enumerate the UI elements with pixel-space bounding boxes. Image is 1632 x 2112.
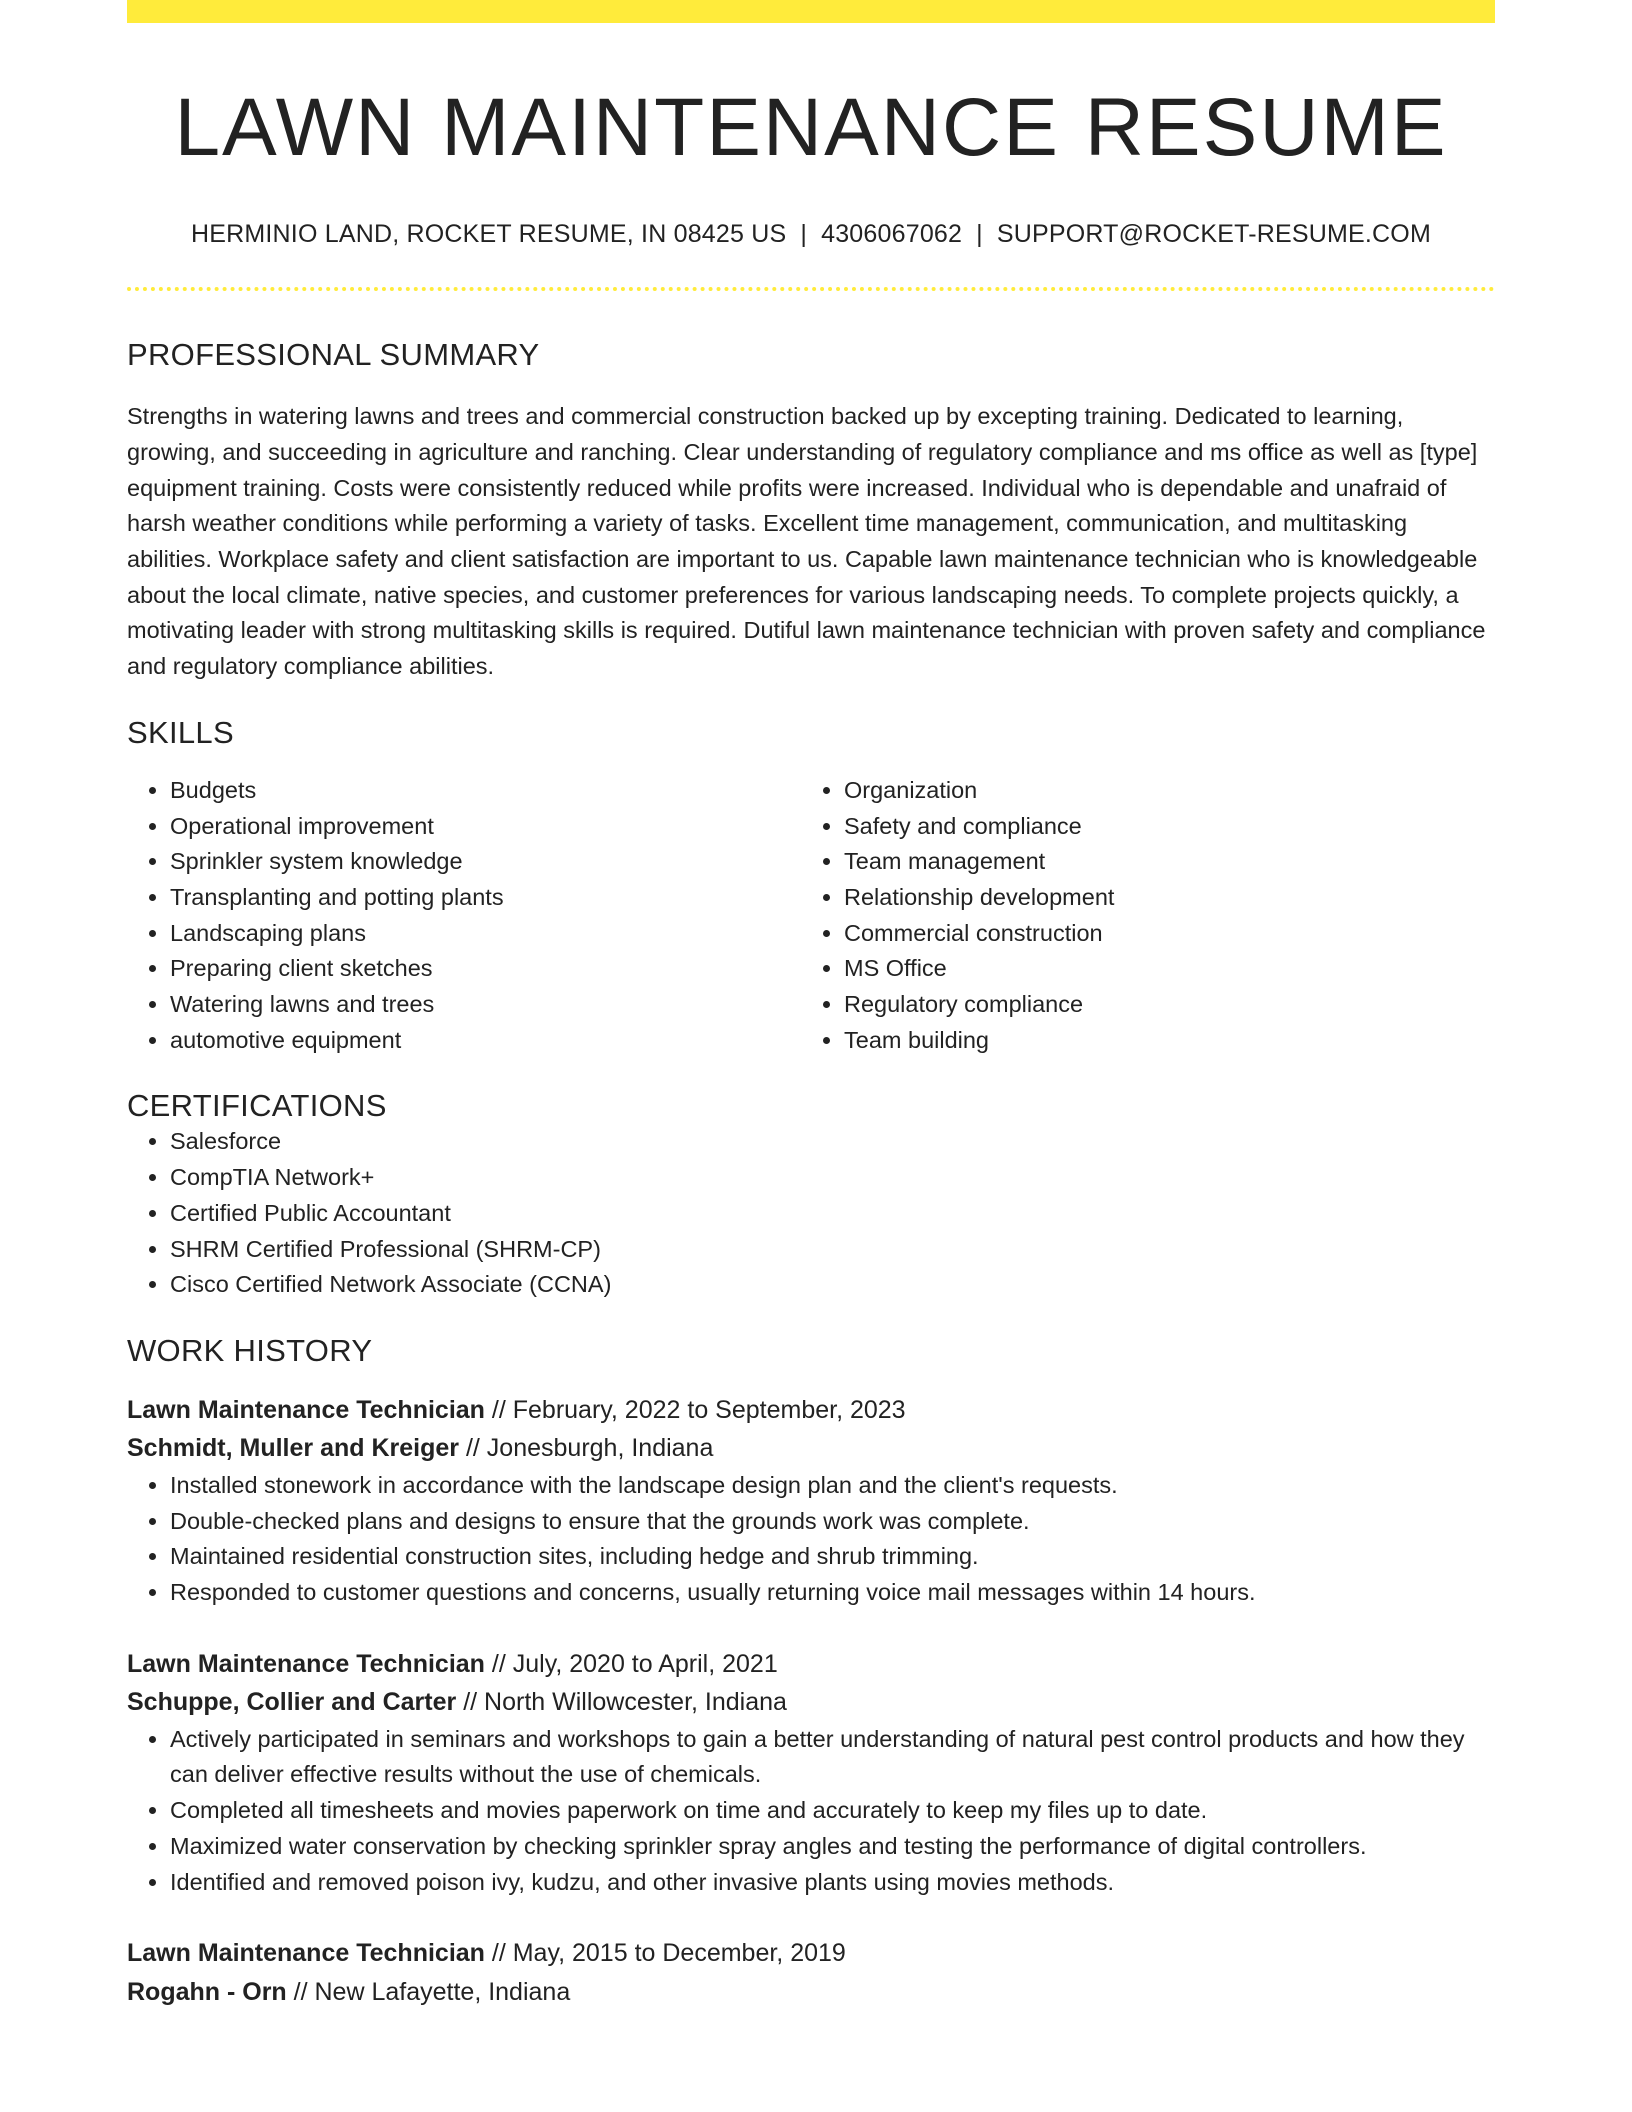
job-title-line xyxy=(127,1391,1495,1430)
job-company: Schuppe, Collier and Carter xyxy=(127,1688,457,1717)
contact-separator: | xyxy=(800,220,808,249)
job-company: Schmidt, Muller and Kreiger xyxy=(127,1434,460,1463)
skill-item: • Team management xyxy=(844,844,1475,880)
skills-list-right xyxy=(801,773,1475,1059)
job-entry xyxy=(127,1934,1495,2011)
skill-item: • Transplanting and potting plants xyxy=(170,880,801,916)
skills-column-left xyxy=(127,773,801,1059)
summary-heading: PROFESSIONAL SUMMARY xyxy=(127,337,540,373)
job-title-line xyxy=(127,1645,1495,1684)
resume-title: LAWN MAINTENANCE RESUME xyxy=(174,82,1448,173)
job-company-line xyxy=(127,1429,1495,1468)
skill-item: • Budgets xyxy=(170,773,801,809)
summary-text: Strengths in watering lawns and trees and commercial construction backed up by excepting training. Dedicated to learning, growing, and succeeding in agriculture and ranching. Clear understanding of regulatory compliance and ms office as well as [type] equipment training. Costs were consistently reduced while profits were increased. Individual who is dependable and unafraid of harsh weather conditions while performing a variety of tasks. Excellent time management, communication, and multitasking abilities. Workplace safety and client satisfaction are important to us. Capable lawn maintenance technician who is knowledgeable about the local climate, native species, and customer preferences for various landscaping needs. To complete projects quickly, a motivating leader with strong multitasking skills is required. Dutiful lawn maintenance technician with proven safety and compliance and regulatory compliance abilities. xyxy=(127,403,1486,680)
skill-item: • Regulatory compliance xyxy=(844,987,1475,1023)
job-title: Lawn Maintenance Technician xyxy=(127,1395,485,1424)
contact-address: HERMINIO LAND, ROCKET RESUME, IN 08425 US xyxy=(191,220,787,249)
skill-item: • Relationship development xyxy=(844,880,1475,916)
skills-heading: SKILLS xyxy=(127,714,234,750)
contact-phone: 4306067062 xyxy=(821,220,963,249)
skill-item: • Watering lawns and trees xyxy=(170,987,801,1023)
job-company: Rogahn - Orn xyxy=(127,1977,287,2006)
job-dates: // July, 2020 to April, 2021 xyxy=(484,1649,778,1678)
job-bullet: • Maintained residential construction sites, including hedge and shrub trimming. xyxy=(170,1539,1495,1575)
job-bullet: • Completed all timesheets and movies paperwork on time and accurately to keep my files up to date. xyxy=(170,1793,1495,1829)
dotted-divider xyxy=(127,287,1495,291)
job-bullet: • Maximized water conservation by checking sprinkler spray angles and testing the performance of digital controllers. xyxy=(170,1829,1495,1865)
skill-item: • Commercial construction xyxy=(844,916,1475,952)
certification-item: • CompTIA Network+ xyxy=(170,1160,1495,1196)
skill-item: • Team building xyxy=(844,1023,1475,1059)
job-title: Lawn Maintenance Technician xyxy=(127,1649,485,1678)
contact-separator: | xyxy=(976,220,983,249)
job-dates: // May, 2015 to December, 2019 xyxy=(484,1939,846,1968)
skills-list-left xyxy=(127,773,801,1059)
contact-email: SUPPORT@ROCKET-RESUME.COM xyxy=(996,220,1431,249)
job-location: // North Willowcester, Indiana xyxy=(456,1688,787,1717)
job-company-line xyxy=(127,1973,1495,2012)
job-bullet: • Actively participated in seminars and workshops to gain a better understanding of natural pest control products and how they can deliver effective results without the use of chemicals. xyxy=(170,1722,1495,1793)
resume-page xyxy=(127,0,1495,2011)
skill-item: • automotive equipment xyxy=(170,1023,801,1059)
work-history-heading: WORK HISTORY xyxy=(127,1332,373,1368)
skill-item: • Organization xyxy=(844,773,1475,809)
skills-column-right xyxy=(801,773,1475,1059)
skill-item: • Sprinkler system knowledge xyxy=(170,844,801,880)
job-bullet-list xyxy=(127,1468,1495,1611)
certifications-heading: CERTIFICATIONS xyxy=(127,1088,387,1124)
job-dates: // February, 2022 to September, 2023 xyxy=(484,1395,906,1424)
job-bullet: • Double-checked plans and designs to ensure that the grounds work was complete. xyxy=(170,1504,1495,1540)
contact-line xyxy=(127,219,1495,249)
work-history-list xyxy=(127,1391,1495,2011)
certification-item: • Cisco Certified Network Associate (CCNA) xyxy=(170,1267,1495,1303)
job-company-line xyxy=(127,1683,1495,1722)
certification-item: • Salesforce xyxy=(170,1124,1495,1160)
certification-item: • Certified Public Accountant xyxy=(170,1196,1495,1232)
job-location: // Jonesburgh, Indiana xyxy=(459,1434,714,1463)
job-bullet: • Identified and removed poison ivy, kudzu, and other invasive plants using movies methods. xyxy=(170,1865,1495,1901)
accent-bar xyxy=(127,0,1495,23)
job-bullet-list xyxy=(127,1722,1495,1901)
job-title-line xyxy=(127,1934,1495,1973)
skill-item: • Operational improvement xyxy=(170,809,801,845)
certifications-list xyxy=(127,1124,1495,1303)
skill-item: • MS Office xyxy=(844,951,1475,987)
skill-item: • Safety and compliance xyxy=(844,809,1475,845)
job-entry xyxy=(127,1645,1495,1901)
skills-grid xyxy=(127,773,1495,1059)
job-entry xyxy=(127,1391,1495,1611)
skill-item: • Preparing client sketches xyxy=(170,951,801,987)
job-bullet: • Responded to customer questions and concerns, usually returning voice mail messages within 14 hours. xyxy=(170,1575,1495,1611)
skill-item: • Landscaping plans xyxy=(170,916,801,952)
certification-item: • SHRM Certified Professional (SHRM-CP) xyxy=(170,1232,1495,1268)
job-title: Lawn Maintenance Technician xyxy=(127,1939,485,1968)
job-location: // New Lafayette, Indiana xyxy=(286,1977,571,2006)
job-bullet: • Installed stonework in accordance with the landscape design plan and the client's requests. xyxy=(170,1468,1495,1504)
